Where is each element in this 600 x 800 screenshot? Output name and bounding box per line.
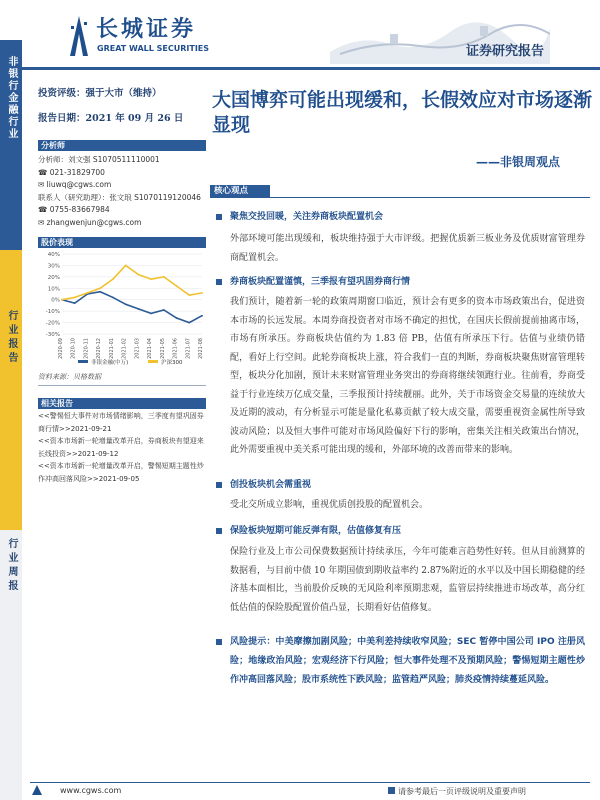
chart-series-line (62, 265, 202, 299)
related-section-label: 相关报告 (38, 398, 206, 409)
chart-point (176, 317, 178, 319)
analyst-row (38, 154, 206, 167)
footer-website[interactable]: www.cgws.com (60, 786, 122, 795)
bullet-square-icon (216, 528, 222, 534)
mail-icon: ✉ (38, 180, 47, 189)
chart-point (176, 285, 178, 287)
chart-legend-swatch (148, 360, 158, 363)
mail-icon: ✉ (38, 217, 47, 227)
analyst-email[interactable]: liuwq@cgws.com (46, 180, 112, 189)
side-band (0, 40, 22, 800)
chart-xtick-label: 2021-04 (147, 338, 154, 359)
chart-point (112, 278, 114, 280)
chart-point (125, 303, 127, 305)
report-date: 报告日期：2021 年 09 月 26 日 (38, 113, 184, 124)
chart-xtick-label: 2021-03 (134, 338, 141, 359)
chart-xtick-label: 2020-09 (58, 338, 64, 359)
point-heading-text: 聚焦交投回暖，关注券商板块配置机会 (230, 212, 384, 222)
chart-xtick-label: 2021-01 (108, 338, 115, 359)
analyst-name: 分析师：刘文强 S1070511110001 (38, 155, 160, 164)
core-view-label: 核心观点 (210, 185, 270, 198)
chart-xtick-label: 2020-11 (83, 338, 90, 359)
chart-ytick-label: -20% (45, 320, 60, 327)
chart-point (201, 292, 203, 294)
chart-xtick-label: 2020-10 (70, 338, 77, 359)
chart-xtick-label: 2020-12 (96, 338, 103, 359)
assistant-phone: 0755-83667984 (49, 205, 110, 214)
analyst-section-label: 分析师 (38, 140, 206, 151)
point-heading (216, 209, 586, 222)
side-band-report-kind-text: 行业报告 (6, 310, 17, 366)
chart-point (150, 278, 152, 280)
chart-point (137, 274, 139, 276)
chart-point (74, 302, 76, 304)
bullet-square-icon (216, 482, 222, 488)
company-name-en: GREAT WALL SECURITIES (97, 44, 210, 53)
assistant-email[interactable]: zhangwenjun@cgws.com (46, 217, 142, 227)
chart-point (112, 297, 114, 299)
analyst-info (38, 154, 206, 229)
point-heading (216, 477, 586, 490)
chart-legend-label: 非银金融(中万) (91, 360, 129, 366)
company-logo-icon (68, 14, 90, 58)
point-body: 受北交所成立影响，重视优质创投股的配置机会。 (230, 500, 429, 510)
chart-ytick-label: 0% (51, 297, 60, 304)
point-heading-text: 创投板块机会需重视 (230, 480, 312, 490)
company-name-cn: 长城证券 (96, 17, 197, 42)
phone-icon: ☎ (38, 167, 50, 177)
footer-marker-icon (388, 787, 395, 794)
side-band-report-kind (0, 250, 22, 530)
chart-point (99, 291, 101, 293)
report-subtitle: ——非银周观点 (476, 155, 561, 169)
chart-point (163, 276, 165, 278)
point-body: 外部环境可能出现缓和，板块维持强于大市评级。把握优质新三板业务及优质财富管理券商配置机会。 (230, 234, 585, 263)
analyst-row (38, 167, 206, 180)
core-view-rule (270, 197, 590, 198)
assistant-name: 联系人（研究助理）：张文琅 S1070119120046 (38, 192, 201, 202)
footer-disclaimer: 请参考最后一页评级说明及重要声明 (398, 787, 526, 796)
chart-point (74, 297, 76, 299)
chart-legend-label: 沪深300 (161, 360, 183, 366)
analyst-phone: 021-31829700 (49, 167, 105, 177)
chart-ytick-label: 40% (47, 252, 60, 258)
chart-ytick-label: -10% (45, 309, 60, 316)
point-heading-text: 券商板块配置谨慎，三季报有望巩固券商行情 (230, 277, 411, 287)
footer-logo-icon (30, 784, 56, 796)
chart-point (201, 315, 203, 317)
chart-series-line (62, 292, 202, 323)
chart-xtick-label: 2021-07 (185, 338, 192, 359)
point-body: 我们预计，随着新一轮的政策周期窗口临近，预计会有更多的资本市场政策出台，促进资本市场的长远发展。本周券商投资者对市场不确定的担忧，在国庆长假前提前抽离市场，市场有所承压。券商板块估值约为 1.83 倍 PB，估值有所承压下行。估值与业绩仍错配，看好上行空间。此轮券商板块上涨，符合我们一直的判断，券商板块聚焦财富管理转型，板块分化加剧，预计未来财富管理业务突出的券商将继续领跑行业。往前看，券商受益于行业连续万亿成交量，三季报预计持续靓丽。此外，关于市场资金交易量的连续放大及近期的波动，有分析显示可能是量化私募贡献了较大成交量，需要重视资金属性所导致波动风险；以及恒大事件可能对市场风险偏好下行的影响，密集关注相关政策出台情况，此外需要重视中美关系可能出现的缓和，外部环境的改善而带来的影响。 (230, 297, 585, 455)
point-heading (216, 274, 586, 287)
bullet-square-icon (216, 279, 222, 285)
side-band-industry (0, 40, 22, 250)
phone-icon: ☎ (38, 205, 50, 214)
report-type: 证券研究报告 (466, 44, 545, 59)
chart-ytick-label: 20% (47, 274, 60, 281)
chart-point (163, 309, 165, 311)
bullet-square-icon (216, 214, 222, 220)
chart-ytick-label: 10% (47, 286, 60, 293)
chart-legend-swatch (78, 360, 88, 363)
chart-point (137, 308, 139, 310)
chart-ytick-label: 30% (47, 263, 60, 270)
risk-warning: 风险提示：中美摩擦加剧风险；中美利差持续收窄风险；SEC 暂停中国公司 IPO 注册风险；地缘政治风险；宏观经济下行风险；恒大事件处理不及预期风险；警惕短期主题性炒作冲高回落风险；股市系统性下跌风险；监管趋严风险；肺炎疫情持续蔓延风险。 (230, 637, 585, 685)
related-report-item[interactable]: <<警惕恒大事件对市场情绪影响，三季度有望巩固券商行情>>2021-09-21 (38, 412, 204, 433)
analyst-row (38, 192, 206, 205)
chart-xtick-label: 2021-06 (172, 338, 179, 359)
chart-xtick-label: 2021-08 (198, 338, 204, 359)
analyst-row (38, 217, 206, 230)
analyst-row (38, 179, 206, 192)
footer-rule (30, 782, 590, 783)
chart-point (125, 265, 127, 267)
chart-xtick-label: 2021-05 (159, 338, 166, 359)
stock-performance-chart (38, 248, 206, 368)
chart-source: 资料来源：贝格数据 (38, 373, 101, 381)
point-heading-text: 保险板块短期可能反弹有限，估值修复有压 (230, 526, 402, 536)
related-report-item[interactable]: <<资本市场新一轮增量改革开启，券商板块有望迎来长线投资>>2021-09-12 (38, 437, 204, 458)
chart-point (188, 294, 190, 296)
related-report-item[interactable]: <<资本市场新一轮增量改革开启，警惕短期主题性炒作冲高回落风险>>2021-09-05 (38, 462, 204, 483)
chart-point (61, 299, 63, 301)
side-band-weekly-text: 行业周报 (6, 538, 17, 594)
chart-point (99, 287, 101, 289)
side-band-weekly (0, 530, 22, 800)
investment-rating: 投资评级：强于大市（维持） (38, 88, 162, 99)
analyst-row (38, 204, 206, 217)
point-body: 保险行业及上市公司保费数据预计持续承压，今年可能难言趋势性好转。但从目前测算的数据看，与目前中债 10 年期国债到期收益率约 2.87%附近的水平以及中国长期稳健的经济基本面相比，当前股价反映的无风险利率预期悲观，监管层持续推进市场改革，高分红低估值的保险股配置价值凸显，长期看好估值修复。 (230, 547, 585, 613)
risk-bullet (216, 637, 230, 647)
chart-ytick-label: -30% (45, 332, 60, 338)
bullet-square-icon (216, 639, 222, 645)
section-divider (38, 385, 206, 386)
chart-point (150, 313, 152, 315)
chart-point (188, 322, 190, 324)
chart-xtick-label: 2021-02 (121, 338, 128, 359)
chart-section-label: 股价表现 (38, 237, 206, 248)
side-band-industry-text: 非银行金融行业 (6, 56, 17, 140)
related-reports (38, 410, 206, 485)
point-heading (216, 523, 586, 536)
header-divider (0, 67, 600, 70)
chart-point (87, 292, 89, 294)
report-title: 大国博弈可能出现缓和，长假效应对市场逐渐显现 (212, 89, 593, 136)
